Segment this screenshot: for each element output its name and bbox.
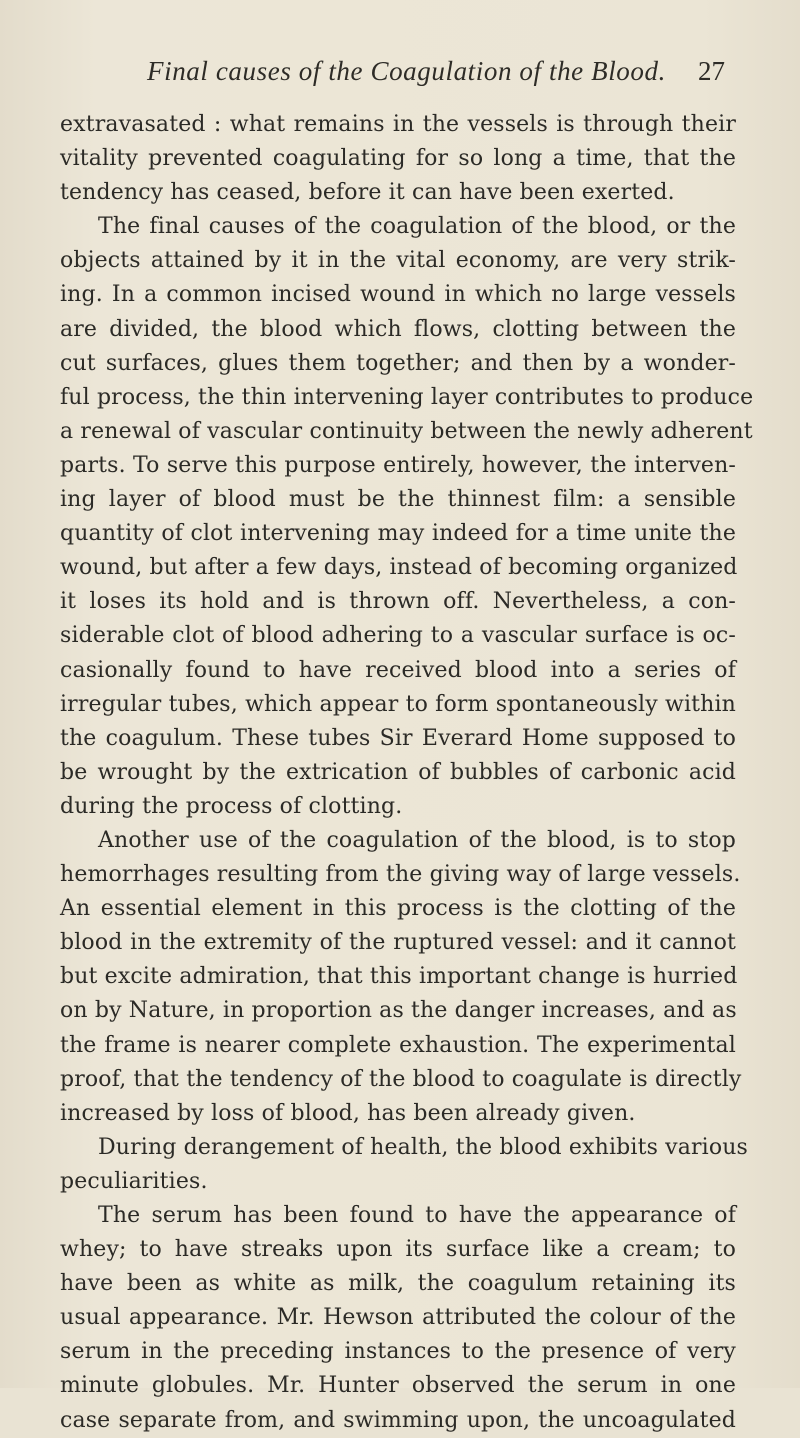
text-line: vitality prevented coagulating for so long a time, that the	[60, 146, 736, 172]
text-line: be wrought by the extrication of bubbles of carbonic acid	[60, 759, 736, 785]
text-line: proof, that the tendency of the blood to coagulate is directly	[60, 1066, 742, 1092]
text-line: minute globules. Mr. Hunter observed the serum in one	[60, 1373, 736, 1399]
text-line: are divided, the blood which flows, clotting between the	[60, 316, 736, 342]
text-line: During derangement of health, the blood exhibits various	[98, 1134, 748, 1160]
text-line: The serum has been found to have the appearance of	[98, 1203, 736, 1228]
text-line: have been as white as milk, the coagulum retaining its	[60, 1271, 736, 1297]
text-line: whey; to have streaks upon its surface like a cream; to	[60, 1237, 736, 1263]
text-line: siderable clot of blood adhering to a vascular surface is oc-	[60, 623, 736, 649]
text-line: the coagulum. These tubes Sir Everard Home supposed to	[60, 725, 736, 751]
text-line: blood in the extremity of the ruptured vessel: and it cannot	[60, 930, 736, 956]
text-line: case separate from, and swimming upon, the uncoagulated	[60, 1407, 736, 1433]
text-line: but excite admiration, that this important change is hurried	[60, 964, 738, 990]
text-line: it loses its hold and is thrown off. Nevertheless, a con-	[60, 589, 736, 615]
text-line: on by Nature, in proportion as the danger increases, and as	[60, 998, 737, 1024]
text-line: ing layer of blood must be the thinnest film: a sensible	[60, 487, 736, 513]
text-line: cut surfaces, glues them together; and then by a wonder-	[60, 350, 736, 376]
text-line: ful process, the thin intervening layer contributes to produce	[60, 384, 754, 410]
text-line: during the process of clotting.	[60, 793, 403, 819]
text-line: The final causes of the coagulation of the blood, or the	[98, 214, 736, 240]
body-text	[60, 108, 754, 1438]
running-head: Final causes of the Coagulation of the Blood.	[147, 56, 666, 86]
text-line: increased by loss of blood, has been already given.	[60, 1100, 636, 1126]
text-line: usual appearance. Mr. Hewson attributed the colour of the	[60, 1305, 736, 1331]
text-line: ing. In a common incised wound in which no large vessels	[60, 282, 736, 308]
text-line: a renewal of vascular continuity between the newly adherent	[60, 418, 753, 444]
page-header	[0, 56, 800, 100]
text-line: parts. To serve this purpose entirely, however, the interven-	[60, 452, 736, 478]
text-line: irregular tubes, which appear to form spontaneously within	[60, 691, 736, 717]
text-line: extravasated : what remains in the vessels is through their	[60, 112, 736, 137]
text-line: serum in the preceding instances to the presence of very	[60, 1339, 736, 1365]
text-line: peculiarities.	[60, 1168, 208, 1194]
text-line: hemorrhages resulting from the giving way of large vessels.	[60, 862, 741, 888]
text-line: objects attained by it in the vital economy, are very strik-	[60, 248, 736, 274]
page-number: 27	[698, 56, 725, 86]
text-line: the frame is nearer complete exhaustion. The experimental	[60, 1032, 736, 1058]
text-line: quantity of clot intervening may indeed for a time unite the	[60, 521, 736, 547]
text-line: Another use of the coagulation of the blood, is to stop	[98, 827, 736, 853]
text-line: casionally found to have received blood into a series of	[60, 657, 736, 683]
text-line: tendency has ceased, before it can have been exerted.	[60, 180, 675, 206]
text-line: wound, but after a few days, instead of becoming organized	[60, 555, 738, 581]
text-line: An essential element in this process is the clotting of the	[60, 896, 736, 922]
